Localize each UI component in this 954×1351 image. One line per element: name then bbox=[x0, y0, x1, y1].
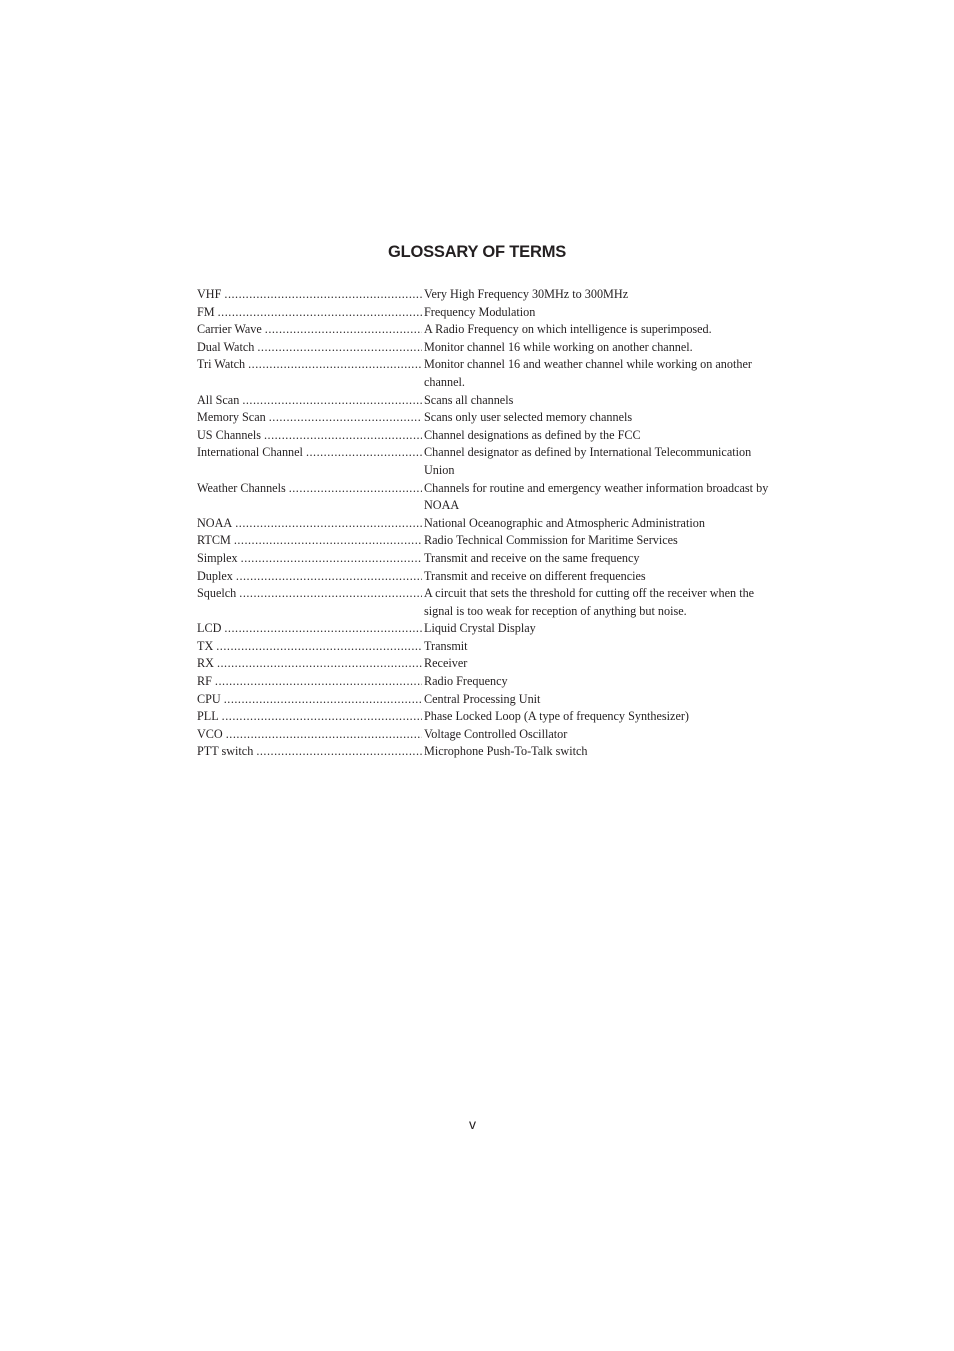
glossary-term-cell bbox=[197, 339, 422, 357]
page-title: GLOSSARY OF TERMS bbox=[387, 243, 567, 261]
glossary-list bbox=[197, 286, 777, 761]
glossary-term: Duplex bbox=[197, 568, 233, 583]
glossary-entry bbox=[197, 743, 777, 761]
dot-leader bbox=[236, 568, 422, 586]
dot-leader bbox=[242, 392, 422, 410]
glossary-term: Weather Channels bbox=[197, 480, 286, 495]
dot-leader bbox=[224, 286, 422, 304]
glossary-term: PTT switch bbox=[197, 744, 254, 759]
glossary-definition: Frequency Modulation bbox=[424, 304, 536, 319]
glossary-entry bbox=[197, 620, 777, 638]
dot-leader bbox=[226, 726, 422, 744]
glossary-term-cell bbox=[197, 691, 422, 709]
glossary-definition: Channel designations as defined by the FCC bbox=[424, 427, 641, 442]
dot-leader bbox=[218, 304, 422, 322]
glossary-entry bbox=[197, 339, 777, 357]
glossary-term-cell bbox=[197, 321, 422, 339]
glossary-term: Squelch bbox=[197, 586, 237, 601]
glossary-term-cell bbox=[197, 444, 422, 462]
dot-leader bbox=[269, 409, 422, 427]
glossary-term-cell bbox=[197, 726, 422, 744]
glossary-entry bbox=[197, 321, 777, 339]
glossary-definition: A Radio Frequency on which intelligence is superimposed. bbox=[424, 322, 712, 337]
glossary-definition: Channel designator as defined by International Telecommunication Union bbox=[424, 445, 752, 477]
glossary-entry bbox=[197, 515, 777, 533]
glossary-term: Carrier Wave bbox=[197, 322, 262, 337]
glossary-term: NOAA bbox=[197, 515, 233, 530]
dot-leader bbox=[256, 743, 422, 761]
dot-leader bbox=[222, 708, 422, 726]
glossary-term: CPU bbox=[197, 691, 221, 706]
glossary-term: RX bbox=[197, 656, 214, 671]
glossary-definition: National Oceanographic and Atmospheric Administration bbox=[424, 515, 705, 530]
glossary-entry bbox=[197, 304, 777, 322]
glossary-definition: Monitor channel 16 and weather channel while working on another channel. bbox=[424, 357, 752, 389]
dot-leader bbox=[265, 321, 422, 339]
glossary-entry bbox=[197, 708, 777, 726]
glossary-term-cell bbox=[197, 568, 422, 586]
glossary-term-cell bbox=[197, 304, 422, 322]
glossary-entry bbox=[197, 427, 777, 445]
glossary-entry bbox=[197, 392, 777, 410]
glossary-term-cell bbox=[197, 356, 422, 374]
glossary-term-cell bbox=[197, 638, 422, 656]
glossary-term-cell bbox=[197, 427, 422, 445]
glossary-term: All Scan bbox=[197, 392, 240, 407]
glossary-definition: Phase Locked Loop (A type of frequency Synthesizer) bbox=[424, 709, 689, 724]
glossary-entry bbox=[197, 673, 777, 691]
glossary-term-cell bbox=[197, 708, 422, 726]
glossary-term: VHF bbox=[197, 287, 222, 301]
glossary-term: US Channels bbox=[197, 427, 261, 442]
dot-leader bbox=[241, 550, 422, 568]
glossary-definition: Radio Technical Commission for Maritime Services bbox=[424, 533, 678, 548]
glossary-definition: Scans all channels bbox=[424, 392, 514, 407]
dot-leader bbox=[224, 691, 422, 709]
glossary-term: TX bbox=[197, 638, 214, 653]
glossary-entry bbox=[197, 286, 777, 304]
glossary-term-cell bbox=[197, 620, 422, 638]
page-number: v bbox=[469, 1116, 476, 1132]
dot-leader bbox=[216, 638, 422, 656]
glossary-term: RF bbox=[197, 674, 212, 689]
glossary-term-cell bbox=[197, 532, 422, 550]
glossary-term: Simplex bbox=[197, 550, 238, 565]
glossary-definition: Liquid Crystal Display bbox=[424, 621, 536, 636]
glossary-term: Dual Watch bbox=[197, 339, 255, 354]
dot-leader bbox=[235, 515, 422, 533]
glossary-definition: Transmit and receive on the same frequency bbox=[424, 550, 640, 565]
glossary-definition: Voltage Controlled Oscillator bbox=[424, 726, 568, 741]
dot-leader bbox=[224, 620, 422, 638]
dot-leader bbox=[215, 673, 422, 691]
dot-leader bbox=[217, 655, 422, 673]
glossary-definition: Channels for routine and emergency weather information broadcast by NOAA bbox=[424, 480, 769, 513]
glossary-entry bbox=[197, 638, 777, 656]
glossary-term-cell bbox=[197, 409, 422, 427]
glossary-term: VCO bbox=[197, 726, 223, 741]
glossary-entry bbox=[197, 691, 777, 709]
dot-leader bbox=[306, 444, 422, 462]
glossary-term-cell bbox=[197, 585, 422, 603]
glossary-definition: Very High Frequency 30MHz to 300MHz bbox=[424, 287, 629, 301]
glossary-term: FM bbox=[197, 304, 215, 319]
glossary-term-cell bbox=[197, 655, 422, 673]
glossary-entry bbox=[197, 444, 777, 479]
glossary-term-cell bbox=[197, 673, 422, 691]
glossary-definition: Transmit and receive on different frequencies bbox=[424, 568, 646, 583]
dot-leader bbox=[257, 339, 422, 357]
glossary-entry bbox=[197, 480, 777, 515]
glossary-definition: A circuit that sets the threshold for cutting off the receiver when the signal is too weak for reception of anything but noise. bbox=[424, 586, 755, 618]
glossary-term-cell bbox=[197, 743, 422, 761]
glossary-entry bbox=[197, 568, 777, 586]
glossary-term-cell bbox=[197, 515, 422, 533]
glossary-entry bbox=[197, 585, 777, 620]
dot-leader bbox=[239, 585, 422, 603]
dot-leader bbox=[234, 532, 422, 550]
glossary-entry bbox=[197, 532, 777, 550]
glossary-term: International Channel bbox=[197, 445, 303, 460]
glossary-definition: Transmit bbox=[424, 638, 468, 653]
dot-leader bbox=[248, 356, 422, 374]
glossary-term: RTCM bbox=[197, 533, 231, 548]
glossary-term-cell bbox=[197, 480, 422, 498]
glossary-definition: Receiver bbox=[424, 656, 468, 671]
glossary-term: Memory Scan bbox=[197, 410, 266, 425]
glossary-definition: Central Processing Unit bbox=[424, 691, 541, 706]
glossary-term: Tri Watch bbox=[197, 357, 246, 372]
glossary-term: LCD bbox=[197, 621, 222, 636]
glossary-entry bbox=[197, 409, 777, 427]
glossary-definition: Radio Frequency bbox=[424, 674, 508, 689]
glossary-term: PLL bbox=[197, 709, 219, 724]
glossary-definition: Scans only user selected memory channels bbox=[424, 410, 633, 425]
dot-leader bbox=[289, 480, 422, 498]
glossary-term-cell bbox=[197, 550, 422, 568]
glossary-definition: Microphone Push-To-Talk switch bbox=[424, 744, 588, 759]
glossary-entry bbox=[197, 550, 777, 568]
glossary-definition: Monitor channel 16 while working on another channel. bbox=[424, 339, 693, 354]
glossary-entry bbox=[197, 726, 777, 744]
glossary-term-cell bbox=[197, 286, 422, 304]
glossary-term-cell bbox=[197, 392, 422, 410]
glossary-entry bbox=[197, 655, 777, 673]
glossary-entry bbox=[197, 356, 777, 391]
dot-leader bbox=[264, 427, 422, 445]
